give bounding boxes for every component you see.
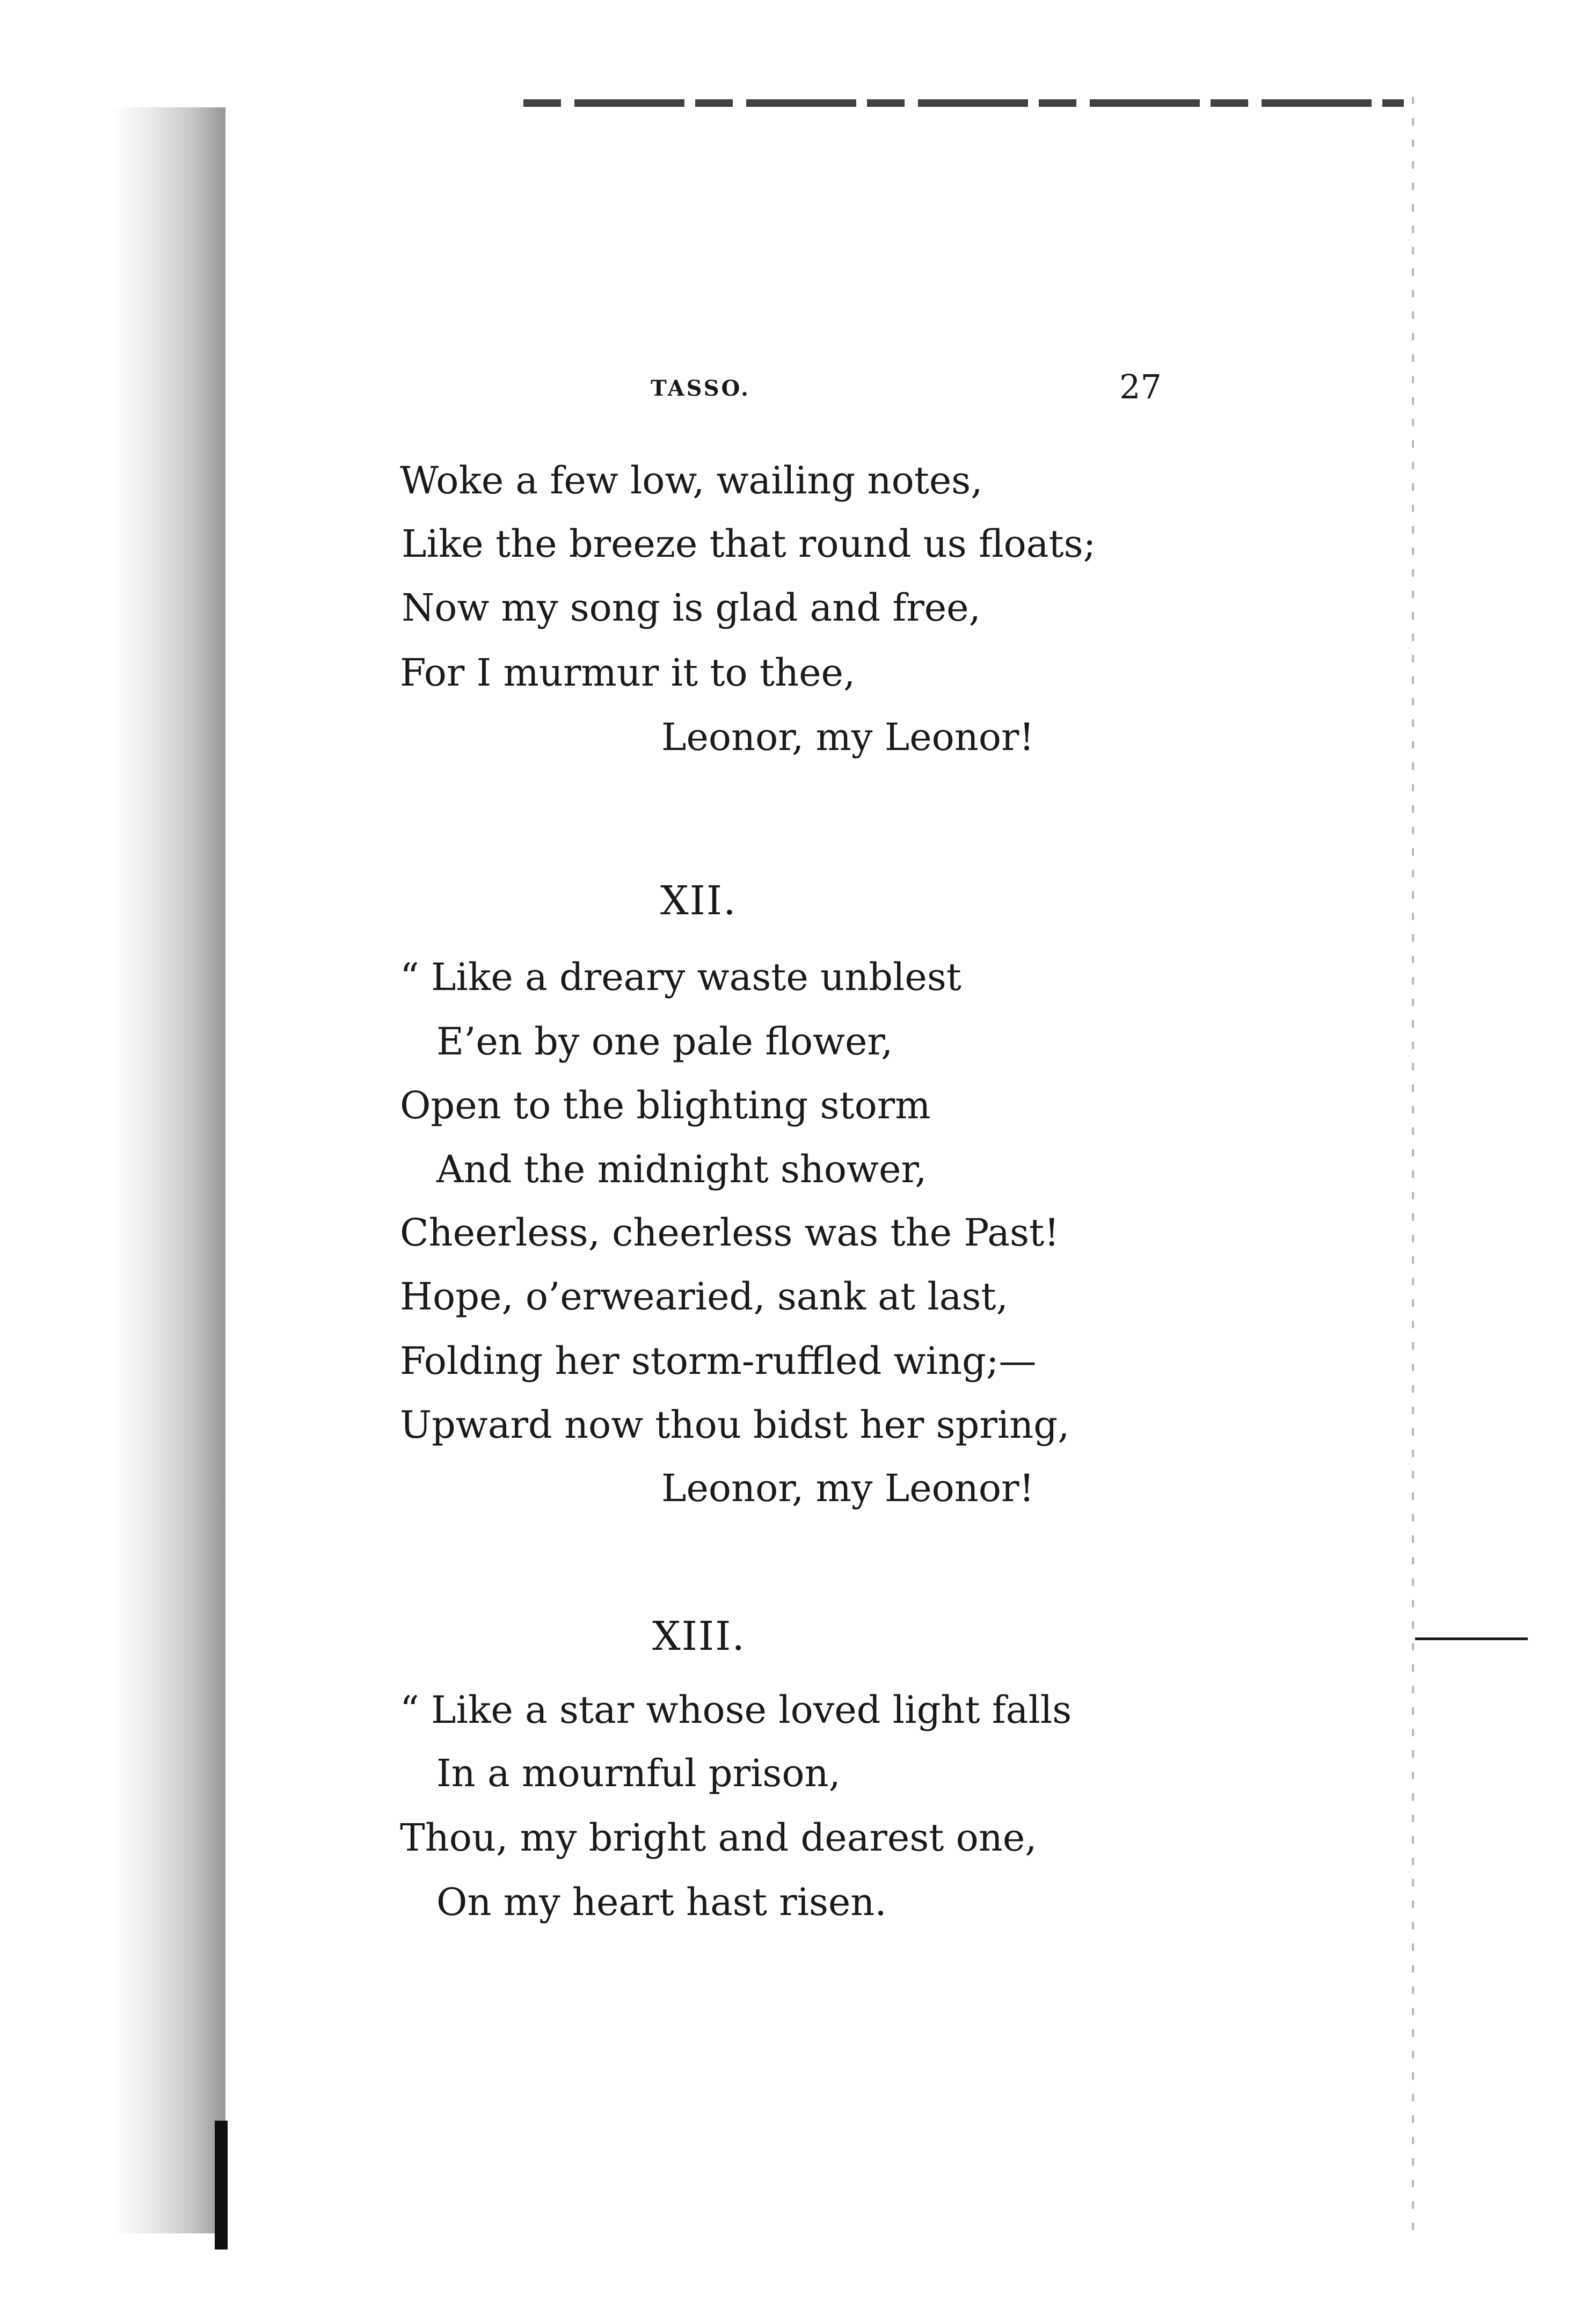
poem-line: Hope, o’erwearied, sank at last, — [400, 1275, 1008, 1319]
refrain-line: Leonor, my Leonor! — [661, 715, 1034, 759]
binding-gutter-shadow — [113, 107, 225, 2233]
right-page-edge — [1412, 97, 1414, 2233]
poem-line: Like the breeze that round us floats; — [402, 522, 1096, 566]
poem-line: “ Like a star whose loved light falls — [400, 1688, 1072, 1732]
stanza-numeral: XIII. — [652, 1613, 746, 1659]
poem-line: Folding her storm-ruffled wing;— — [400, 1339, 1037, 1383]
binding-edge-mark — [215, 2121, 228, 2250]
poem-line: In a mournful prison, — [436, 1751, 841, 1795]
poem-line: For I murmur it to thee, — [400, 651, 856, 695]
poem-line: Upward now thou bidst her spring, — [400, 1403, 1070, 1447]
stanza-numeral: XII. — [660, 878, 737, 924]
poem-line: On my heart hast risen. — [436, 1880, 887, 1924]
poem-line: Cheerless, cheerless was the Past! — [400, 1211, 1060, 1255]
running-head: TASSO. — [651, 376, 750, 401]
refrain-line: Leonor, my Leonor! — [661, 1466, 1034, 1510]
poem-line: And the midnight shower, — [436, 1147, 927, 1191]
poem-line: “ Like a dreary waste unblest — [400, 955, 961, 999]
poem-line: Now my song is glad and free, — [402, 586, 981, 630]
poem-line: Woke a few low, wailing notes, — [400, 458, 983, 503]
poem-line: E’en by one pale flower, — [436, 1020, 893, 1064]
margin-rule-mark — [1415, 1637, 1528, 1640]
poem-line: Open to the blighting storm — [400, 1083, 931, 1127]
poem-line: Thou, my bright and dearest one, — [400, 1816, 1037, 1860]
top-scan-rule — [523, 99, 1404, 107]
page-number: 27 — [1119, 367, 1162, 406]
